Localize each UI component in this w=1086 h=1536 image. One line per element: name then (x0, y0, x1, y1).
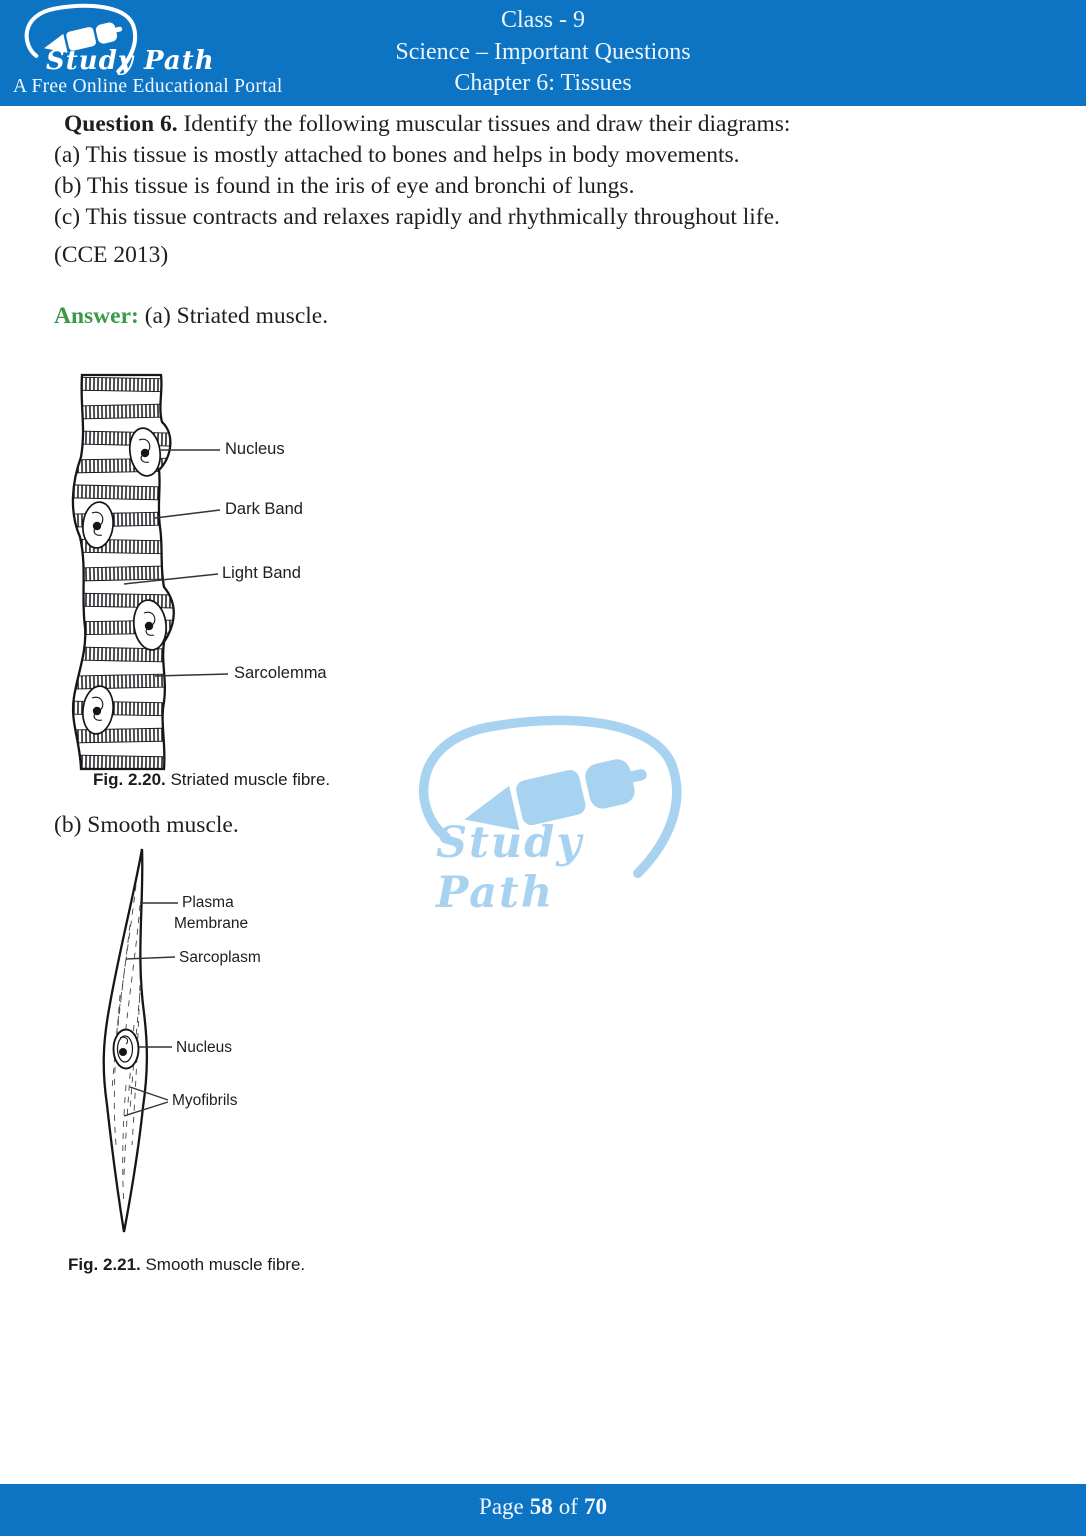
label-nucleus: Nucleus (225, 440, 285, 458)
brand-tagline: A Free Online Educational Portal (13, 76, 283, 97)
figure2-caption-number: Fig. 2.21. (68, 1255, 141, 1274)
header-title-subject: Science – Important Questions (395, 38, 691, 65)
header-titles (0, 5, 1086, 100)
page-footer (0, 1484, 1086, 1536)
question-label: Question 6. (64, 111, 178, 137)
figure1-caption-text: Striated muscle fibre. (165, 770, 331, 789)
label-sarcoplasm: Sarcoplasm (179, 949, 261, 966)
brand-name: Study Path (46, 46, 215, 76)
page-header (0, 0, 1086, 106)
label-myofibrils: Myofibrils (172, 1092, 238, 1109)
question-item-a: (a) This tissue is mostly attached to bones and helps in body movements. (54, 142, 740, 168)
question-source: (CCE 2013) (54, 242, 169, 268)
label-plasma-membrane-line1: Plasma (182, 894, 234, 911)
question-item-c: (c) This tissue contracts and relaxes rapidly and rhythmically throughout life. (54, 204, 780, 230)
nucleus-4 (80, 684, 116, 735)
figure-smooth-muscle (60, 845, 322, 1290)
figure2-caption-text: Smooth muscle fibre. (140, 1255, 306, 1274)
label-plasma-membrane-line2: Membrane (174, 915, 249, 932)
label-light-band: Light Band (222, 564, 301, 582)
answer-part-b: (b) Smooth muscle. (54, 812, 239, 838)
label-nucleus: Nucleus (176, 1039, 232, 1056)
answer-line (54, 303, 328, 330)
figure-striated-muscle (60, 372, 360, 800)
figure1-caption-number: Fig. 2.20. (93, 770, 166, 789)
question-line (64, 111, 790, 138)
nucleus (114, 1030, 139, 1069)
figure1-caption (93, 770, 330, 790)
footer-page-total: 70 (583, 1494, 607, 1519)
footer-page-word: Page (479, 1494, 524, 1519)
footer-of-word: of (558, 1494, 578, 1519)
answer-label: Answer: (54, 303, 139, 329)
watermark (408, 712, 693, 918)
question-item-b: (b) This tissue is found in the iris of eye and bronchi of lungs. (54, 173, 635, 199)
label-sarcolemma: Sarcolemma (234, 664, 327, 682)
question-text: Identify the following muscular tissues and draw their diagrams: (177, 111, 791, 137)
label-dark-band: Dark Band (225, 500, 303, 518)
footer-page-current: 58 (529, 1494, 553, 1519)
figure2-caption (68, 1255, 305, 1275)
header-title-chapter: Chapter 6: Tissues (454, 70, 632, 96)
answer-part-a: (a) Striated muscle. (138, 303, 329, 329)
watermark-brand: Study Path (436, 818, 584, 918)
striated-muscle-drawing (60, 372, 360, 800)
header-title-class: Class - 9 (501, 7, 585, 33)
